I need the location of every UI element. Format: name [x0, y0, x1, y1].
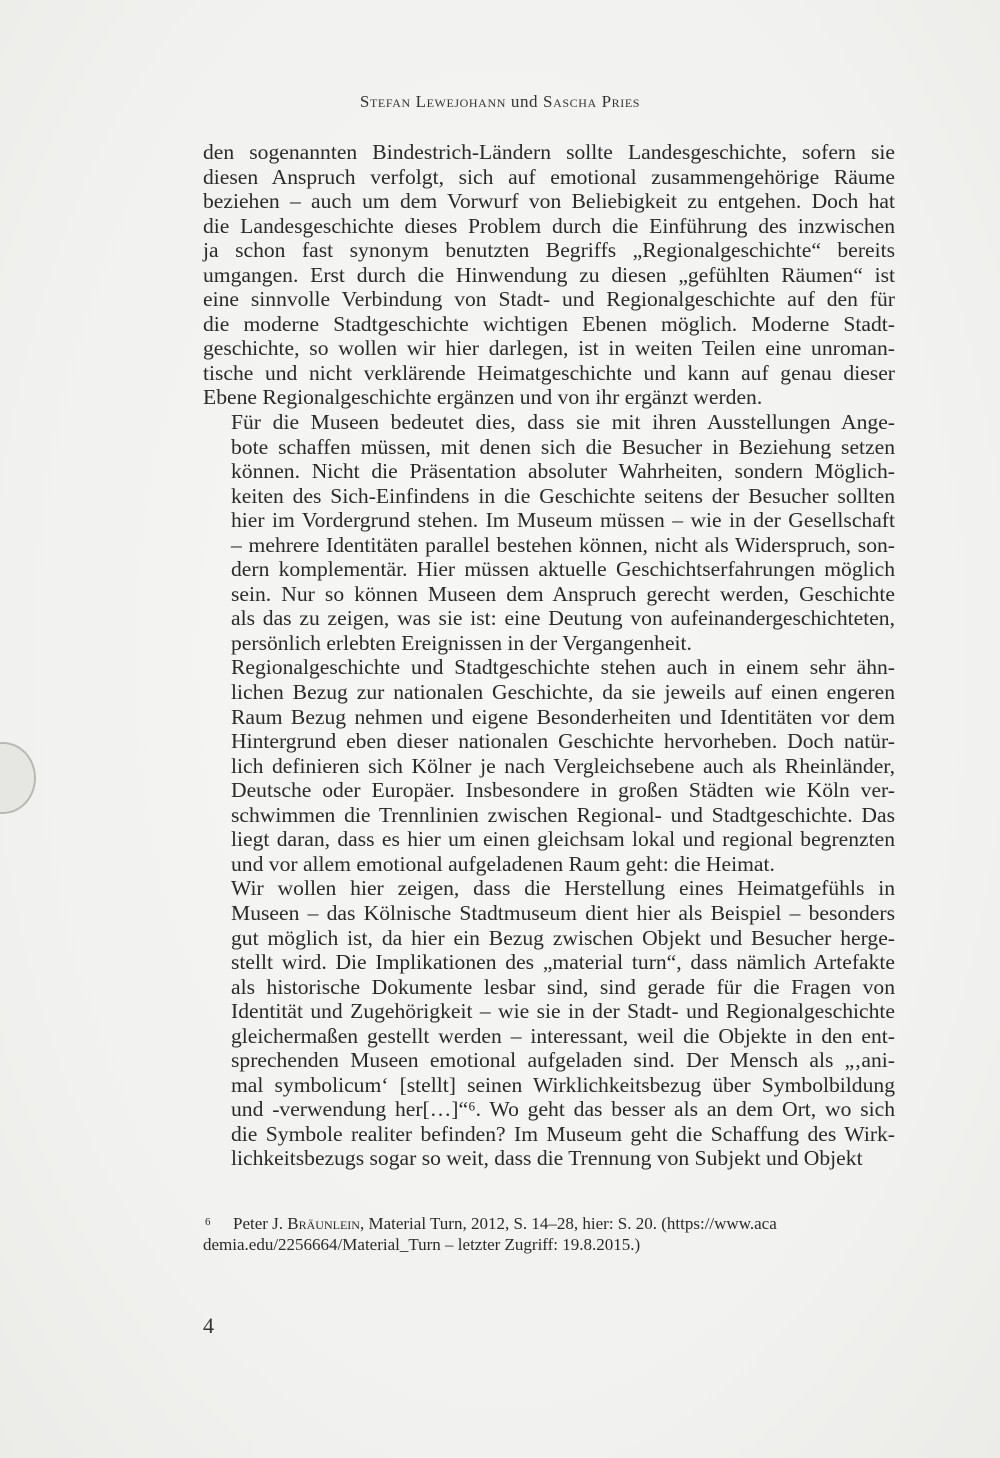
footnote-line: demia.edu/2256664/Material_Turn – letzter Zugriff: 19.8.2015.) [203, 1235, 641, 1254]
text-line: bote schaffen müssen, mit denen sich die Besucher in Beziehung setzen [231, 434, 895, 459]
page-number: 4 [203, 1313, 214, 1338]
running-head-author1: Stefan Lewejohann [359, 92, 506, 111]
footnotes [203, 1213, 895, 1255]
text-line: hier im Vordergrund stehen. Im Museum müssen – wie in der Gesellschaft [231, 508, 895, 533]
text-line: die Landesgeschichte dieses Problem durch die Einführung des inzwischen [203, 213, 895, 238]
text-line: gut möglich ist, da hier ein Bezug zwischen Objekt und Besucher herge- [231, 925, 895, 950]
footnote-author: Bräunlein [287, 1214, 360, 1233]
text-line: Hintergrund eben dieser nationalen Geschichte hervorheben. Doch natür- [231, 729, 895, 754]
text-line: und vor allem emotional aufgeladenen Raum geht: die Heimat. [231, 851, 775, 876]
text-line: Identität und Zugehörigkeit – wie sie in der Stadt- und Regionalgeschichte [231, 999, 895, 1024]
paragraph [203, 655, 895, 876]
footnote-text-pre: Peter J. [233, 1214, 288, 1233]
text-line: umgangen. Erst durch die Hinwendung zu diesen „gefühlten Räumen“ ist [203, 262, 895, 287]
text-line: Ebene Regionalgeschichte ergänzen und von ihr ergänzt werden. [203, 385, 763, 410]
running-head [0, 92, 1000, 112]
text-line: als historische Dokumente lesbar sind, sind gerade für die Fragen von [231, 974, 895, 999]
text-line: die Symbole realiter befinden? Im Museum geht die Schaffung des Wirk- [231, 1121, 895, 1146]
paragraph [203, 876, 895, 1171]
text-line: Wir wollen hier zeigen, dass die Herstellung eines Heimatgefühls in [231, 876, 895, 901]
text-line: mal symbolicum‘ [stellt] seinen Wirklichkeitsbezug über Symbolbildung [231, 1072, 895, 1097]
text-line: – mehrere Identitäten parallel bestehen können, nicht als Widerspruch, son- [231, 532, 895, 557]
text-line: die moderne Stadtgeschichte wichtigen Ebenen möglich. Moderne Stadt- [203, 311, 895, 336]
text-line: als das zu zeigen, was sie ist: eine Deutung von aufeinandergeschichteten, [231, 606, 895, 631]
text-line: lich definieren sich Kölner je nach Vergleichsebene auch als Rheinländer, [231, 753, 895, 778]
text-line: Deutsche oder Europäer. Insbesondere in großen Städten wie Köln ver- [231, 778, 895, 803]
text-line: stellt wird. Die Implikationen des „material turn“, dass nämlich Artefakte [231, 950, 895, 975]
running-head-connector: und [510, 92, 539, 111]
paragraph [203, 410, 895, 655]
text-line: Für die Museen bedeutet dies, dass sie mit ihren Ausstellungen Ange- [231, 410, 895, 435]
text-line: beziehen – auch um dem Vorwurf von Beliebigkeit zu entgehen. Doch hat [203, 189, 895, 214]
footnote-text-post: , Material Turn, 2012, S. 14–28, hier: S. 20. (https://www.aca [359, 1214, 777, 1233]
text-line: lichkeitsbezugs sogar so weit, dass die Trennung von Subjekt und Objekt [231, 1146, 863, 1171]
text-line: eine sinnvolle Verbindung von Stadt- und Regionalgeschichte auf den für [203, 287, 895, 312]
text-line: können. Nicht die Präsentation absoluter Wahrheiten, sondern Möglich- [231, 459, 895, 484]
text-line: keiten des Sich-Einfindens in die Geschichte seitens der Besucher sollten [231, 483, 895, 508]
text-line: Regionalgeschichte und Stadtgeschichte stehen auch in einem sehr ähn- [231, 655, 895, 680]
text-line: lichen Bezug zur nationalen Geschichte, da sie jeweils auf einen engeren [231, 680, 895, 705]
text-line: sein. Nur so können Museen dem Anspruch gerecht werden, Geschichte [231, 581, 895, 606]
text-line: liegt daran, dass es hier um einen gleichsam lokal und regional begrenzten [231, 827, 895, 852]
text-line: gleichermaßen gestellt werden – interessant, weil die Objekte in den ent- [231, 1023, 895, 1048]
running-head-author2: Sascha Pries [543, 92, 641, 111]
footnote-line [203, 1213, 895, 1234]
paragraph [203, 140, 895, 410]
text-line: schwimmen die Trennlinien zwischen Regional- und Stadtgeschichte. Das [231, 802, 895, 827]
text-line: Museen – das Kölnische Stadtmuseum dient hier als Beispiel – besonders [231, 900, 895, 925]
body-text [203, 140, 895, 1171]
text-line: den sogenannten Bindestrich-Ländern sollte Landesgeschichte, sofern sie [203, 140, 895, 164]
text-line: geschichte, so wollen wir hier darlegen, ist in weiten Teilen eine unroman- [203, 336, 895, 361]
text-line: ja schon fast synonym benutzten Begriffs „Regionalgeschichte“ bereits [203, 238, 895, 263]
text-line: und -verwendung her[…]“⁶. Wo geht das besser als an dem Ort, wo sich [231, 1097, 895, 1122]
text-line: dern komplementär. Hier müssen aktuelle Geschichtserfahrungen möglich [231, 557, 895, 582]
text-line: Raum Bezug nehmen und eigene Besonderheiten und Identitäten vor dem [231, 704, 895, 729]
footnote-mark: 6 [205, 1216, 211, 1228]
text-line: tische und nicht verklärende Heimatgeschichte und kann auf genau dieser [203, 360, 895, 385]
scan-edge-artifact [0, 742, 36, 814]
text-line: persönlich erlebten Ereignissen in der Vergangenheit. [231, 630, 692, 655]
text-line: diesen Anspruch verfolgt, sich auf emotional zusammengehörige Räume [203, 164, 895, 189]
text-line: sprechenden Museen emotional aufgeladen sind. Der Mensch als „‚ani- [231, 1048, 895, 1073]
footnote-6 [203, 1213, 895, 1255]
